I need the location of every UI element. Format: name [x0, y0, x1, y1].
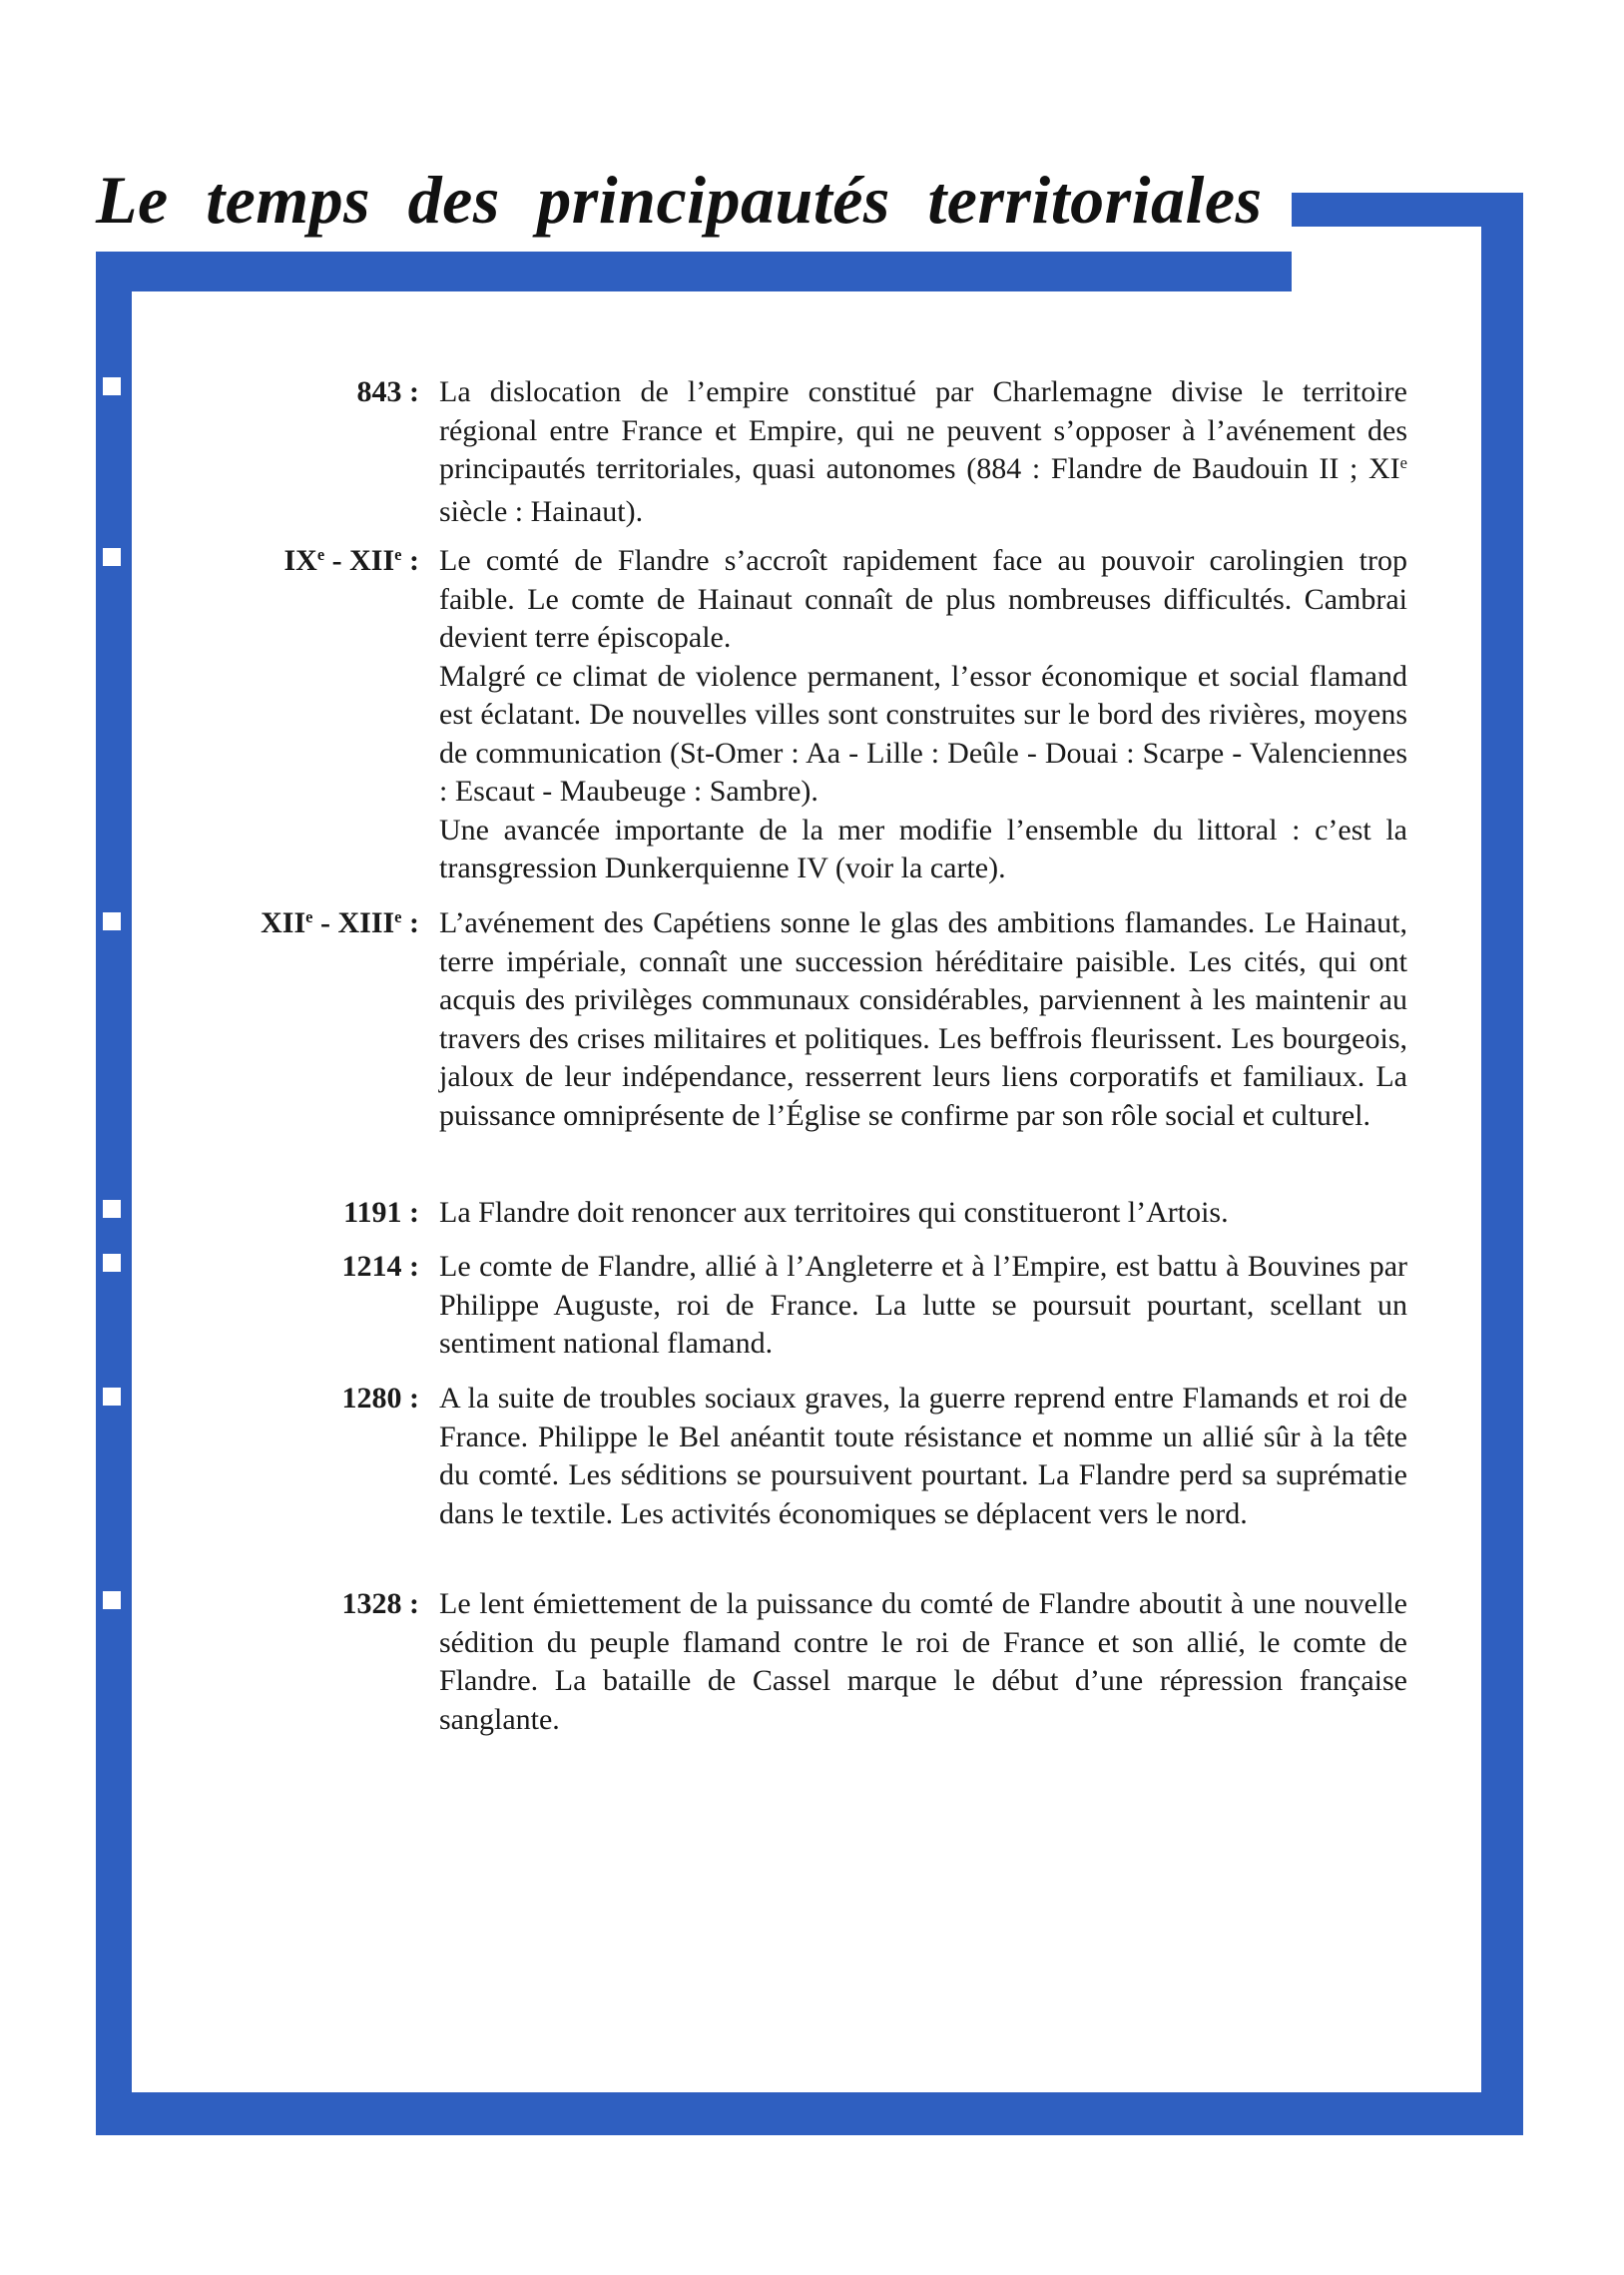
timeline-entry [200, 904, 1407, 1135]
entry-marker-icon [103, 548, 121, 566]
entry-description [439, 1194, 1407, 1233]
entry-marker-icon [103, 912, 121, 930]
entry-marker-icon [103, 1388, 121, 1406]
entry-date: 1191 : [343, 1196, 419, 1229]
frame-left-border [96, 255, 132, 2135]
entry-description [439, 904, 1407, 1135]
entry-description [439, 1248, 1407, 1364]
entry-date: 1280 : [341, 1382, 419, 1415]
entry-paragraph: Le comté de Flandre s’accroît rapidement face au pouvoir carolingien trop faible. Le comte de Hainaut connaît de plus nombreuses difficultés. Cambrai devient terre épiscopale. [439, 544, 1407, 654]
timeline-entry [200, 1380, 1407, 1533]
entry-date: IXe - XIIe : [283, 544, 419, 577]
entry-paragraph: A la suite de troubles sociaux graves, la guerre reprend entre Flamands et roi de France. Philippe le Bel anéantit toute résistance et nomme un allié sûr à la tête du comté. Les séditions se poursuivent pourtant. La Flandre perd sa suprématie dans le textile. Les activités économiques se déplacent vers le nord. [439, 1382, 1407, 1530]
entry-marker-icon [103, 1200, 121, 1218]
frame-bottom-border [96, 2092, 1523, 2135]
entry-date: 1328 : [341, 1587, 419, 1620]
timeline-entry [200, 1194, 1407, 1233]
entry-paragraph: Le lent émiettement de la puissance du comté de Flandre aboutit à une nouvelle sédition du peuple flamand contre le roi de France et son allié, le comte de Flandre. La bataille de Cassel marque le début d’une répression française sanglante. [439, 1587, 1407, 1736]
entry-paragraph: L’avénement des Capétiens sonne le glas des ambitions flamandes. Le Hainaut, terre impériale, connaît une succession héréditaire paisible. Les cités, qui ont acquis des privilèges communaux considérables, parviennent à les maintenir au travers des crises militaires et politiques. Les beffrois fleurissent. Les bourgeois, jaloux de leur indépendance, resserrent leurs liens corporatifs et familiaux. La puissance omniprésente de l’Église se confirme par son rôle social et culturel. [439, 906, 1407, 1132]
entry-description [439, 1585, 1407, 1739]
entry-marker-icon [103, 1254, 121, 1272]
entry-date: XIIe - XIIIe : [261, 906, 419, 939]
frame-top-right-border [1292, 193, 1523, 227]
frame-top-bar [96, 252, 1292, 291]
entry-paragraph: La dislocation de l’empire constitué par Charlemagne divise le territoire régional entre France et Empire, qui ne peuvent s’opposer à l’avénement des principautés territoriales, quasi autonomes (884 : Flandre de Baudouin II ; XIe siècle : Hainaut). [439, 375, 1407, 528]
page-title: Le temps des principautés territoriales [96, 162, 1263, 238]
timeline-entry [200, 542, 1407, 888]
entry-paragraph: Malgré ce climat de violence permanent, l’essor économique et social flamand est éclatant. De nouvelles villes sont construites sur le bord des rivières, moyens de communication (St-Omer : Aa - Lille : Deûle - Douai : Scarpe - Valenciennes : Escaut - Maubeuge : Sambre). [439, 659, 1407, 808]
entry-paragraph: Une avancée importante de la mer modifie l’ensemble du littoral : c’est la transgression Dunkerquienne IV (voir la carte). [439, 813, 1407, 884]
entry-date: 1214 : [341, 1250, 419, 1283]
entry-marker-icon [103, 377, 121, 395]
timeline-entry [200, 373, 1407, 531]
entry-date: 843 : [356, 375, 419, 408]
entry-description [439, 542, 1407, 888]
timeline-entry [200, 1248, 1407, 1364]
entry-marker-icon [103, 1591, 121, 1609]
entry-description [439, 373, 1407, 531]
entry-paragraph: La Flandre doit renoncer aux territoires qui constitueront l’Artois. [439, 1196, 1229, 1229]
frame-right-border [1481, 193, 1523, 2135]
timeline-entry [200, 1585, 1407, 1739]
entry-description [439, 1380, 1407, 1533]
entry-paragraph: Le comte de Flandre, allié à l’Angleterre et à l’Empire, est battu à Bouvines par Philippe Auguste, roi de France. La lutte se poursuit pourtant, scellant un sentiment national flamand. [439, 1250, 1407, 1360]
